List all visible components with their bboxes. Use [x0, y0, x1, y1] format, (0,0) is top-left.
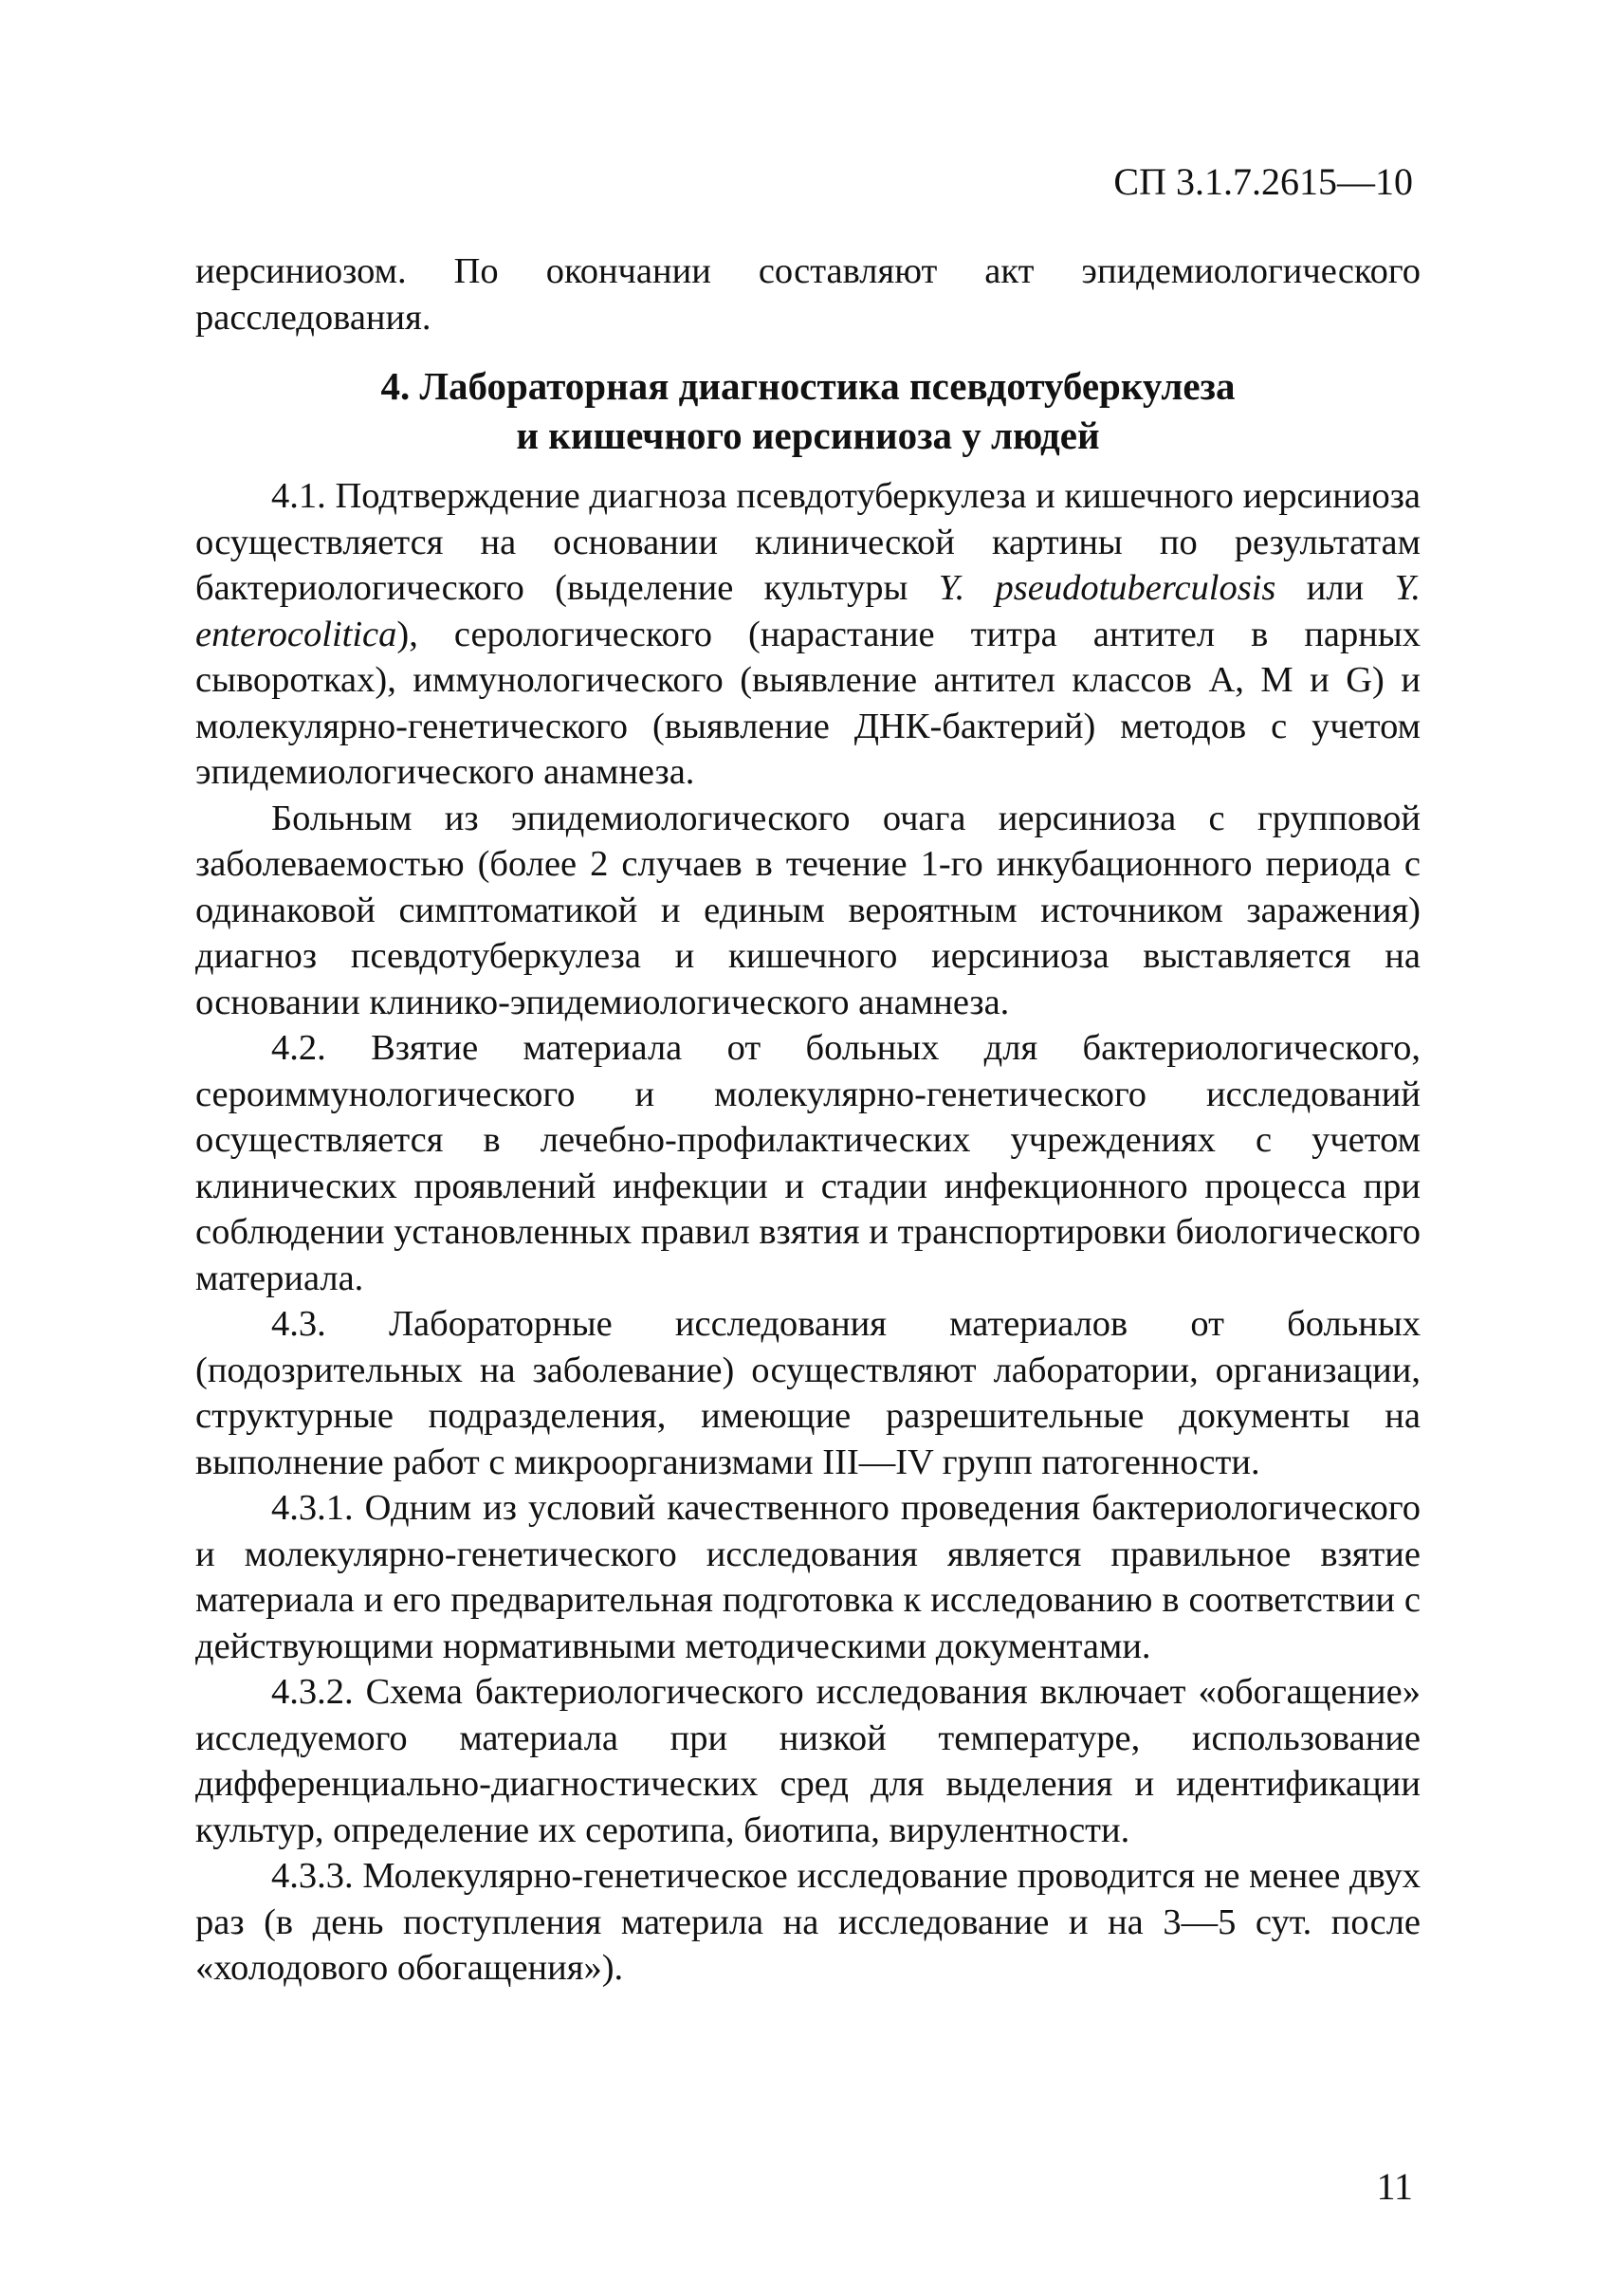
section-heading [195, 361, 1421, 460]
paragraph-4-3-2: 4.3.2. Схема бактериологического исследования включает «обогащение» исследуемого материала при низкой температуре, использование дифференциально-диагностических сред для выделения и идентификации культур, определение их серотипа, биотипа, вирулентности. [195, 1672, 1421, 1850]
page-number: 11 [1376, 2165, 1413, 2208]
paragraph-4-3-3: 4.3.3. Молекулярно-генетическое исследование проводится не менее двух раз (в день поступления материла на исследование и на 3—5 сут. после «холодового обогащения»). [195, 1856, 1421, 1988]
section-heading-line-2: и кишечного иерсиниоза у людей [516, 413, 1100, 457]
species-name-pseudotuberculosis: Y. pseudotuberculosis [938, 568, 1276, 608]
section-heading-line-1: 4. Лабораторная диагностика псевдотуберкулеза [380, 364, 1236, 408]
paragraph-group-morbidity: Больным из эпидемиологического очага иерсиниоза с групповой заболеваемостью (более 2 случаев в течение 1-го инкубационного периода с одинаковой симптоматикой и единым вероятным источником заражения) диагноз псевдотуберкулеза и кишечного иерсиниоза выставляется на основании клинико-эпидемиологического анамнеза. [195, 798, 1421, 1022]
paragraph-4-1 [195, 473, 1421, 796]
intro-paragraph: иерсиниозом. По окончании составляют акт эпидемиологического расследования. [195, 251, 1421, 338]
document-code: СП 3.1.7.2615—10 [1113, 160, 1413, 203]
paragraph-4-1-text-end: ), серологического (нарастание титра антител в парных сыворотках), иммунологического (выявление антител классов А, М и G) и молекулярно-генетического (выявление ДНК-бактерий) методов с учетом эпидемиологического анамнеза. [195, 614, 1421, 792]
paragraph-4-2: 4.2. Взятие материала от больных для бактериологического, сероиммунологического и молекулярно-генетического исследований осуществляется в лечебно-профилактических учреждениях с учетом клинических проявлений инфекции и стадии инфекционного процесса при соблюдении установленных правил взятия и транспортировки биологического материала. [195, 1028, 1421, 1298]
page-body [195, 248, 1421, 1992]
paragraph-4-3: 4.3. Лабораторные исследования материалов от больных (подозрительных на заболевание) осуществляют лаборатории, организации, структурные подразделения, имеющие разрешительные документы на выполнение работ с микроорганизмами III—IV групп патогенности. [195, 1304, 1421, 1482]
species-name-enterocolitica: Y. enterocolitica [195, 568, 1421, 654]
paragraph-4-3-1: 4.3.1. Одним из условий качественного проведения бактериологического и молекулярно-генетического исследования является правильное взятие материала и его предварительная подготовка к исследованию в соответствии с действующими нормативными методическими документами. [195, 1488, 1421, 1666]
paragraph-4-1-conjunction: или [1306, 568, 1365, 608]
paragraph-4-1-text-start: 4.1. Подтверждение диагноза псевдотуберкулеза и кишечного иерсиниоза осуществляется на основании клинической картины по результатам бактериологического (выделение культуры [195, 476, 1421, 608]
